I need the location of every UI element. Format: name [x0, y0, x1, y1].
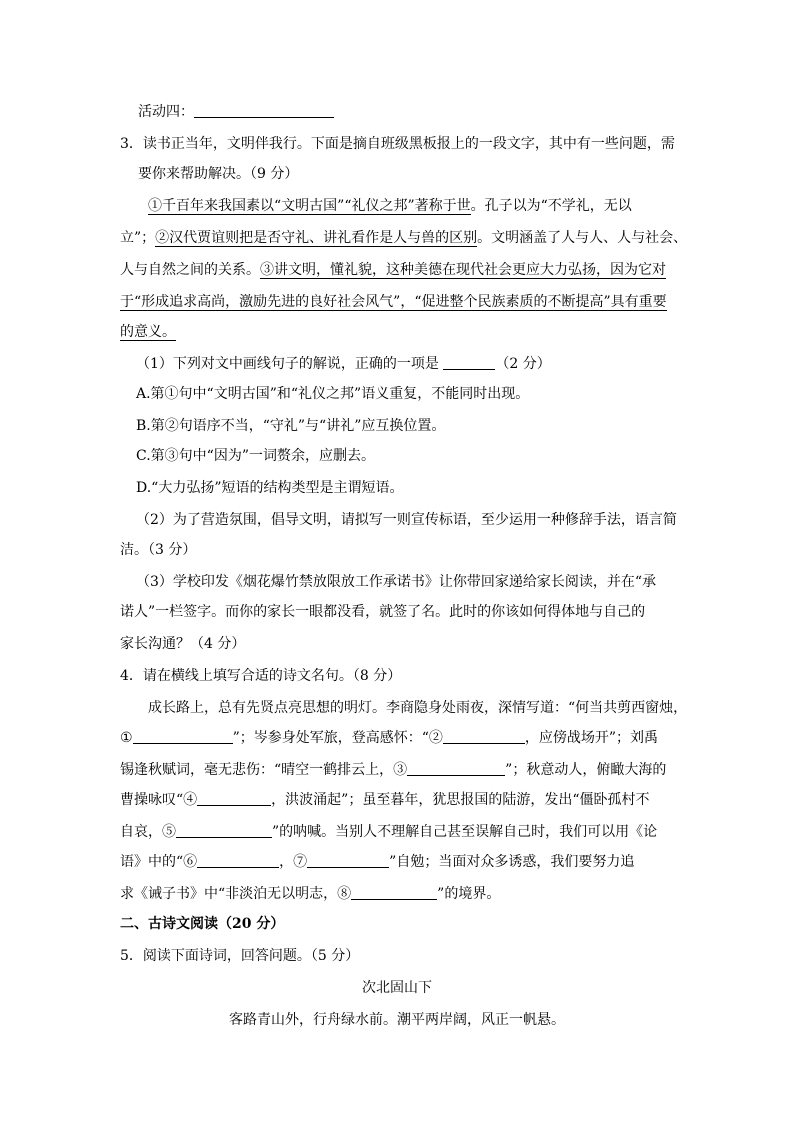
passage-sentence-2: ②汉代贾谊则把是否守礼、讲礼看作是人与兽的区别: [155, 230, 478, 246]
q4-text: ”的呐喊。当别人不理解自己甚至误解自己时，我们可以用《论: [272, 824, 658, 840]
q3-passage-line1: [148, 196, 632, 216]
q3-sub2-line2: 洁。（3 分）: [120, 542, 197, 558]
poem-blank-4[interactable]: [197, 791, 271, 806]
poem-blank-7[interactable]: [307, 853, 389, 868]
sub1-answer-blank[interactable]: [443, 355, 495, 370]
q3-sub3-line2: 诺人”一栏签字。而你的家长一眼都没看，就签了名。此时的你该如何得体地与自己的: [120, 604, 646, 620]
section2-title: 二、古诗文阅读（20 分）: [120, 916, 285, 932]
q4-text: 自哀，⑤: [120, 824, 176, 840]
q3-passage-line4: [120, 292, 667, 312]
passage-text: 立”；: [120, 230, 156, 246]
activity4-label: 活动四：: [138, 104, 194, 120]
blank-number-1: ①: [120, 730, 133, 746]
q4-line5: [120, 822, 657, 842]
q4-line4: [120, 790, 650, 810]
poem-blank-1[interactable]: [133, 729, 233, 744]
q3-passage-line3: [120, 260, 666, 280]
q4-text: ”自勉；当面对众多诱惑，我们要努力追: [389, 854, 635, 870]
passage-sentence-1: ①千百年来我国素以“文明古国”“礼仪之邦”著称于世: [148, 198, 471, 214]
option-a[interactable]: A.第①句中“文明古国”和“礼仪之邦”语义重复，不能同时出现。: [136, 386, 530, 402]
passage-text: 。孔子以为“不学礼，无以: [470, 198, 632, 214]
q3-stem-line2: 要你来帮助解决。（9 分）: [138, 166, 299, 182]
option-d[interactable]: D.“大力弘扬”短语的结构类型是主谓短语。: [136, 480, 404, 496]
poem-blank-3[interactable]: [407, 761, 505, 776]
q4-text: 锡逢秋赋词，毫无悲伤：“晴空一鹤排云上，③: [120, 762, 408, 778]
q4-line1: 成长路上，总有先贤点亮思想的明灯。李商隐身处雨夜，深情写道：“何当共剪西窗烛，: [148, 700, 688, 716]
passage-sentence-3-cont: 于“形成追求高尚，激励先进的良好社会风气”，“促进整个民族素质的不断提高”具有重要: [120, 294, 667, 310]
poem-blank-5[interactable]: [176, 823, 272, 838]
activity4-line: [138, 102, 334, 122]
q3-sub2-line1: （2）为了营造氛围，倡导文明，请拟写一则宣传标语，至少运用一种修辞手法，语言简: [136, 512, 677, 528]
sub1-points: （2 分）: [495, 356, 551, 372]
q4-text: 语》中的“⑥: [120, 854, 198, 870]
q4-line7: [120, 884, 500, 904]
q3-passage-line5: [120, 322, 176, 342]
q4-text: ”；秋意动人，俯瞰大海的: [505, 762, 667, 778]
option-c[interactable]: C.第③句中“因为”一词赘余，应删去。: [136, 448, 375, 464]
q5-title: 5．阅读下面诗词，回答问题。（5 分）: [120, 948, 360, 964]
q3-sub3-line1: （3）学校印发《烟花爆竹禁放限放工作承诺书》让你带回家递给家长阅读，并在“承: [136, 574, 657, 590]
poem-line-1: 客路青山外，行舟绿水前。潮平两岸阔，风正一帆悬。: [229, 1012, 565, 1028]
passage-text: 。文明涵盖了人与人、人与社会、: [477, 230, 688, 246]
q4-text: ”的境界。: [437, 886, 501, 902]
q4-text: 曹操咏叹“④: [120, 792, 198, 808]
poem-blank-6[interactable]: [197, 853, 279, 868]
passage-text: 人与自然之间的关系。: [120, 262, 260, 278]
activity4-answer-blank[interactable]: [194, 103, 334, 118]
poem-blank-8[interactable]: [351, 885, 437, 900]
q4-text: ，⑦: [279, 854, 308, 870]
q4-line3: [120, 760, 666, 780]
passage-sentence-3-end: 的意义。: [120, 324, 176, 340]
poem-blank-2[interactable]: [443, 729, 525, 744]
q4-text: ，应傍战场开”；刘禹: [524, 730, 659, 746]
q4-text: ”；岑参身处军旅，登高感怀：“②: [232, 730, 443, 746]
q4-line2: [120, 728, 658, 748]
q4-line6: [120, 852, 634, 872]
q3-stem-line1: 3．读书正当年，文明伴我行。下面是摘自班级黑板报上的一段文字，其中有一些问题，需: [120, 136, 675, 152]
sub1-stem-text: （1）下列对文中画线句子的解说，正确的一项是: [136, 356, 439, 372]
q4-text: ，洪波涌起”；虽至暮年，犹思报国的陆游，发出“僵卧孤村不: [271, 792, 650, 808]
poem-title: 次北固山下: [362, 980, 432, 996]
q3-passage-line2: [120, 228, 687, 248]
q4-title: 4．请在横线上填写合适的诗文名句。（8 分）: [120, 668, 402, 684]
q3-sub3-line3: 家长沟通？（4 分）: [120, 636, 246, 652]
option-b[interactable]: B.第②句语序不当，“守礼”与“讲礼”应互换位置。: [136, 418, 446, 434]
q3-sub1-stem: [136, 354, 551, 374]
q4-text: 求《诫子书》中“非淡泊无以明志，⑧: [120, 886, 352, 902]
passage-sentence-3: ③讲文明，懂礼貌，这种美德在现代社会更应大力弘扬，因为它对: [260, 262, 666, 278]
